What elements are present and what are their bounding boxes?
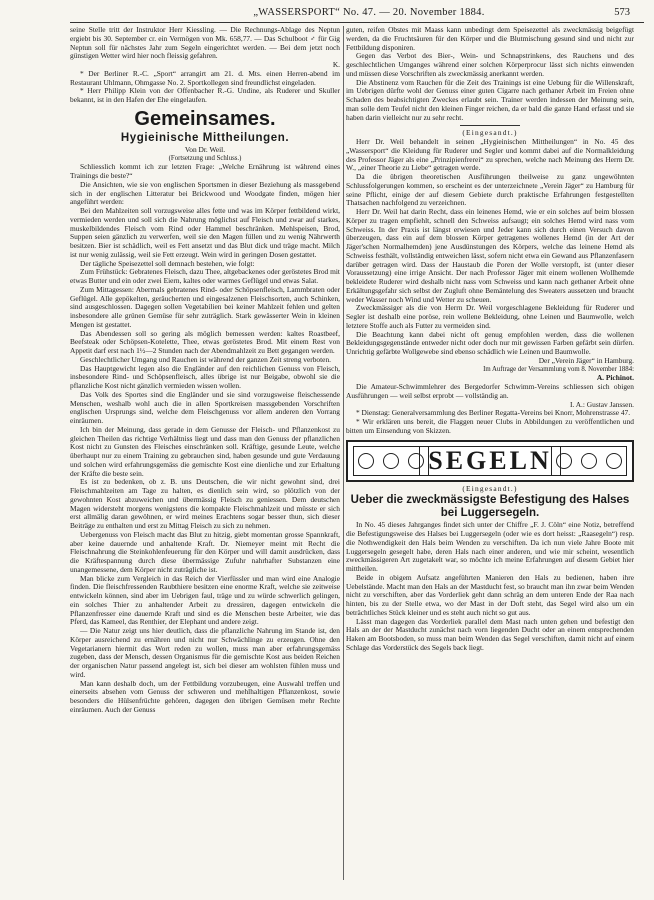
rosette-icon: [383, 453, 399, 469]
article-paragraph: Uebergenuss von Fleisch macht das Blut zu hitzig, giebt momentan grosse Spannkraft, aber keine dauernde und anhaltende Kraft. Dr. Niemeyer meint mit Recht die Fleischnahrung die Steinkohlenfeuerung für den Körper und will damit ausdrücken, dass die Kräftespannung durch diese übermässige Zufuhr nahrhafter Substanzen eine unangemessene, dem Körper nicht zuträgliche ist.: [70, 529, 340, 574]
rosette-icon: [408, 453, 424, 469]
article-continuation: Gegen das Verbot des Bier-, Wein- und Schnapstrinkens, des Rauchens und des geschlechtlichen Umganges während einer solchen Körperprocur lässt sich nichts einwenden und müssen diese Vorschriften als zweckmässig anerkannt werden.: [346, 51, 634, 78]
letter-paragraph: Da die übrigen theoretischen Ausführungen theilweise zu ganz ungewöhnten Schlussfolgerungen kommen, so erscheint es der unterzeichnete „Verein Jäger“ zu Hamburg für seine Pflicht, einige der auf diesem Gebiete durch praktische Erfahrungen festgestellten Thatsachen nachfolgend zu verzeichnen.: [346, 172, 634, 208]
rosette-icon: [581, 453, 597, 469]
rosette-icon: [556, 453, 572, 469]
signature-k: K.: [332, 60, 340, 69]
column-divider: [343, 26, 344, 880]
article-paragraph: Man kann deshalb doch, um der Fettbildung vorzubeugen, eine Auswahl treffen und einerseits absehen vom Genuss der schweren und mehlhaltigen Pflanzenkost, sowie besonders die Hülsenfrüchte gehören, dagegen den übrigen Gemüsen mehr Rechte einräumen. Auch der Genuss: [70, 678, 340, 714]
separator-rule: [460, 125, 520, 126]
segeln-paragraph: In No. 45 dieses Jahrganges findet sich unter der Chiffre „F. J. Cöln“ eine Notiz, betreffend die Befestigungsweise des Halses bei Luggersegeln (oder wie es dort heisst: „Raasegeln“) resp. die Nothwendigkeit den Hals beim Wenden zu verschiften. Da ich nun viele Jahre Boote mit Luggersegeln gesegelt habe, deren Hals nach einer anderen, und wie mir scheint, wesentlich zweckmässigeren Art zugetakelt war, so möchte ich meine Erfahrungen auf diesem Gebiet hier mittheilen.: [346, 520, 634, 573]
segeln-article-heading: Ueber die zweckmässigste Befestigung des Halses bei Luggersegeln.: [350, 494, 630, 520]
article-paragraph: Es ist zu bedenken, ob z. B. uns Deutschen, die wir nicht gewohnt sind, drei Fleischmahlzeiten am Tage zu halten, es dienlich sein wird, so plötzlich von der gewohnten Kost abzuweichen und übermässig Fleisch zu geniessen. Dem deutschen Magen widersteht morgens wenigstens die kompakte Fleischmahlzeit und müsste er sich erst allmälig daran gewöhnen, er wird meines Erachtens sogar besser thun, sich dieser Beiträge zu enthalten und erst zu Mittag Fleisch zu sich zu nehmen.: [70, 477, 340, 530]
article-author: Von Dr. Weil.: [184, 144, 226, 154]
verein-name: A. Pichinot.: [596, 373, 634, 383]
article-paragraph: Man blicke zum Vergleich in das Reich der Vierfüssler und man wird eine Analogie finden. Die fleischfressenden Raubthiere besitzen eine enorme Kraft, welche sie zeitweise entwickeln können, sind aber im Uebrigen faul, träge und zu würde schwerlich gelingen, ein solches Thier zu anhaltender Arbeit zu dressiren, dagegen entwickeln die Pflanzenfresser eine dauernde Kraft und sind es die Menschen beste Arbeiter, wie das Pferd, das Kameel, das Renthier, der Elephant und andere zeigt.: [70, 573, 340, 627]
article-continuation: Die Abstinenz vom Rauchen für die Zeit des Trainings ist eine Uebung für die Willenskraft, im Uebrigen dürfte wohl der Genuss einer guten Cigarre nach gethaner Arbeit im Freien ohne Schaden des beabsichtigten Zweckes erlaubt sein. Trainer werden indessen der Meinung sein, man solle dem Teufel nicht den kleinen Finger reichen, da er bald die ganze Hand erfasst und sie haben darin vielleicht nur zu sehr recht.: [346, 77, 634, 122]
verein-mandate: Im Auftrage der Versammlung vom 8. November 1884:: [483, 365, 634, 373]
header-rule: [70, 22, 644, 23]
article-paragraph: Zum Frühstück: Gebratenes Fleisch, dazu Thee, altgebackenes oder geröstetes Brod mit etwas Butter und ein oder zwei Eiern, kaltes oder warmes Geflügel und etwas Salat.: [70, 267, 340, 285]
verein-signature: Der „Verein Jäger“ in Hamburg.: [538, 355, 634, 365]
article-paragraph: Der tägliche Speisezettel soll demnach bestehen, wie folgt:: [80, 258, 255, 268]
notice-flaggen: * Wir erklären uns bereit, die Flaggen neuer Clubs in Abbildungen zu veröffentlichen und bitten um Einsendung von Skizzen.: [346, 417, 634, 435]
article-paragraph: Das Volk des Sportes sind die Engländer und sie sind vorzugsweise fleischessende Menschen, weshalb wohl auch die in allen Sportkreisen massgebenden Vorschriften englischen Ursprungs sind, welche dem Fleischgenuss vor allem anderen den Vorrang einräumen.: [70, 389, 340, 425]
letter-paragraph: Herr Dr. Weil behandelt in seinen „Hygieinischen Mittheilungen“ in No. 45 des „Wassersport“ die Kleidung für Ruderer und Segler und kommt dabei auf die Normalkleidung des Professor Jäger als eine „Prinzipienfrerei“ zu sprechen, welche nach Meinung des Herrn Dr. W., „einer Theorie zu Liebe“ getragen werde.: [346, 137, 634, 173]
article-paragraph: Zum Mittagessen: Abermals gebratenes Rind- oder Schöpsenfleisch, Lammbraten oder Geflügel. Alle gepökelten, geräucherten und eingesalzenen Fleischsorten, auch Schinken, sind ausgeschlossen. Dagegen sollen Vegetabilien bei keiner Mahlzeit fehlen und gelten insbesondere alle grünen Gemüse für sehr zuträglich. Stark gewässerter Wein in kleinen Mengen ist gestattet.: [70, 284, 340, 329]
rosette-icon: [358, 453, 374, 469]
ornament-rosette-icon: [551, 446, 627, 476]
article-continuation: guten, reifen Obstes mit Maass kann unbedingt dem Speisezettel als zweckmässig beigefügt werden, da die Fruchtsäuren für den Körper und die Blutmischung gesund sind und nicht zur Fettbildung disponiren.: [346, 26, 634, 52]
news-item-neptun: seine Stelle tritt der Instruktor Herr Kiessling. — Die Rechnungs-Ablage des Neptun ergiebt bis 30. September cr. ein Vermögen von Mk. 658,77. — Das Schulboot ♂ für Gig Neptun soll für nächstes Jahr zum Segeln eingerichtet werden. — Bei dem jetzt noch günstigen Wetter wird hier noch fleissig gefahren.: [70, 26, 340, 61]
left-column: [70, 26, 340, 715]
letter-paragraph: Zweckmässiger als die von Herrn Dr. Weil vorgeschlagene Bekleidung für Ruderer und Segler ist deshalb eine poröse, rein wollene Bekleidung, ohne Leinen und Baumwolle, welch letztere Stoffe auch als Futter zu vermeiden sind.: [346, 303, 634, 330]
news-item-klein: * Herr Philipp Klein von der Offenbacher R.-G. Undine, als Ruderer und Skuller bekannt, ist in den Hafen der Ehe eingelaufen.: [70, 86, 340, 104]
article-paragraph: Die Ansichten, wie sie von englischen Sportsmen in dieser Beziehung als massgebend sich in der englischen Litteratur bei Brickwood und Woodgate finden, mögen hier angeführt werden:: [70, 179, 340, 207]
article-paragraph: Bei den Mahlzeiten soll vorzugsweise alles fette und was im Körper fettbildend wirkt, vermieden werden und soll sich die Nahrung möglichst auf Fleisch und zwar auf starkes, muskelbildendes Fleisch vom Rind oder Hammel beschränken. Mehlspeisen, Brod, Suppen seien gänzlich zu verwerfen, weil sie den Magen füllen und zu wenig Nährwerth besitzen. Bier ist schädlich, weil es Fett ansetzt und das Blut dick und träge macht. Milch ist nur wenig zulässig, weil sie Fett erzeugt. Wein wird in geringen Dosen gestattet.: [70, 206, 340, 259]
segeln-banner: [346, 440, 634, 482]
page-header-title: „WASSERSPORT“ No. 47. — 20. November 1884.: [253, 7, 485, 18]
letter-paragraph: Die Beachtung kann dabei nicht oft genug empfohlen werden, dass die wollenen Bekleidungsgegenstände entweder nicht oder doch nur mit gewissen Farben gefärbt sein dürfen. Unrichtig gefärbte Wollgewebe sind ebenso schädlich wie Leinen und Baumwolle.: [346, 329, 634, 356]
amateur-signature: I. A.: Gustav Janssen.: [569, 399, 634, 409]
article-paragraph: Das Hauptgewicht legen also die Engländer auf den reichlichen Genuss von Fleisch, insbesondere Rind- und Schöpsenfleisch, alles übrige ist nur Beigabe, obwohl sie die pflanzliche Kost nicht gänzlich vermieden wissen wollen.: [70, 363, 340, 390]
segeln-paragraph: Lässt man dagegen das Vorderliek parallel dem Mast nach unten gehen und befestigt den Hals an der der Mastducht zunächst nach vorn liegenden Ducht oder an einem entsprechenden Haken am Bootsboden, so muss man beim Wenden das Segel verschiften, damit nicht auf einem Schlage das Vorderstück des Segels back liegt.: [346, 616, 634, 652]
segeln-banner-title: SEGELN: [419, 446, 561, 476]
segeln-paragraph: Beide in obigem Aufsatz angeführten Manieren den Hals zu bedienen, haben ihre Uebelstände. Macht man den Hals an der Mastducht fest, so braucht man ihn zwar beim Wenden nicht zu verschiften, aber das Vorderliek geht dann schräg an dem unteren Ende der Raa nach hinten, bis zu der Stelle etwa, wo der Mast in der Doft steht, das Segel wird also um ein beträchtliches Stück kleiner und es steht auch nicht so gut aus.: [346, 572, 634, 617]
article-paragraph: Geschlechtlicher Umgang und Rauchen ist während der ganzen Zeit streng verboten.: [80, 354, 331, 364]
page-header: [108, 7, 630, 21]
notice-dienstag: * Dienstag: Generalversammlung des Berliner Regatta-Vereins bei Knorr, Mohrenstrasse 47.: [356, 408, 631, 418]
section-subtitle: Hygieinische Mittheilungen.: [120, 131, 290, 144]
article-paragraph: — Die Natur zeigt uns hier deutlich, dass die pflanzliche Nahrung im Stande ist, den Körper ausreichend zu ernähren und nicht nur Schwächlinge zu erzeugen. Ohne den Vegetarianern hiermit das Wort reden zu wollen, muss man aber erfahrungsgemäss zugeben, dass der Mensch, dessen Organismus für die gemischte Kost aus beiden Reichen der organischen Natur passend angelegt ist, sich bei dieser am wohlsten fühlen muss und wird.: [70, 626, 340, 679]
section-title: Gemeinsames.: [134, 107, 276, 130]
news-item-sport-club: * Der Berliner R.-C. „Sport“ arrangirt am 21. d. Mts. einen Herren-abend im Restaurant Uhlmann, Ohmgasse No. 2. Sportkollegen sind freundlichst eingeladen.: [70, 68, 340, 87]
ornament-rosette-icon: [353, 446, 429, 476]
article-paragraph: Ich bin der Meinung, dass gerade in dem Genusse der Fleisch- und Pflanzenkost zu gleichen Theilen das richtige Verhältniss liegt und dass man den Genuss der pflanzlichen Kost nicht zu Gunsten des Fleisches einschränken soll. Kräftige, gesunde Leute, welche überhaupt nur zu einem Training zu gebrauchen sind, haben gesunde und gute Verdauung und solchen wird erfahrungsgemäss die gemischte Kost eine dienliche und zur Erhaltung der Kräfte die beste sein.: [70, 424, 340, 478]
rosette-icon: [606, 453, 622, 469]
page-number: 573: [614, 7, 630, 18]
article-paragraph: Schliesslich kommt ich zur letzten Frage: „Welche Ernährung ist während eines Trainings die beste?“: [70, 162, 340, 180]
eingesandt-label: (Eingesandt.): [462, 483, 518, 493]
amateur-paragraph: Die Amateur-Schwimmlehrer des Bergedorfer Schwimm-Vereins schliessen sich obigen Ausführungen — weil selbst erprobt — vollständig an.: [346, 382, 634, 400]
right-column: [346, 26, 634, 653]
article-paragraph: Das Abendessen soll so gering als möglich bemessen werden: kaltes Roastbeef, Beefsteak oder Schöpsen-Kotelette, Thee, etwas geröstetes Brod. Mit einem Rest von Appetit darf erst nach 1½—2 Stunden nach der Abendmahlzeit zu Bett gegangen werden.: [70, 328, 340, 355]
letter-paragraph: Herr Dr. Weil hat darin Recht, dass ein leinenes Hemd, wie er ein solches auf beim blossen Körper zu tragen empfiehlt, schnell den Schweiss aufsaugt; ein solches Hemd wird nass vom Schweiss. In der Praxis ist längst erwiesen und Jeder kann sich durch einen Versuch davon überzeugen, dass ein auf dem blossen Körper getragenes wollenes Hemd (in der Art der Jäger'schen Normalhemden) jene Ausdünstungen des Körpers, welche das leinene Hemd als Schweiss festhält, vollständig entweichen lässt, sofern nicht etwa ein Gewand aus Pflanzenfasern darüber getragen wird. Dass der Haustaub die Poren der Wolle verstopft, ist (unter dieser Voraussetzung) eine irrige Ansicht. Der nach Professor Jäger mit einem wollenen Wollhemde bekleidete Ruderer wird deshalb nicht nass vom Schweiss und kann nach gethaner Arbeit ohne Erkältungsgefahr sich selbst der Zugluft ohne Bemäntelung des Sweaters aussetzen und braucht weder Wasser noch Wind und Wetter zu scheuen.: [346, 207, 634, 304]
article-continued: (Fortsetzung und Schluss.): [168, 154, 242, 162]
eingesandt-label: (Eingesandt.): [462, 128, 518, 138]
